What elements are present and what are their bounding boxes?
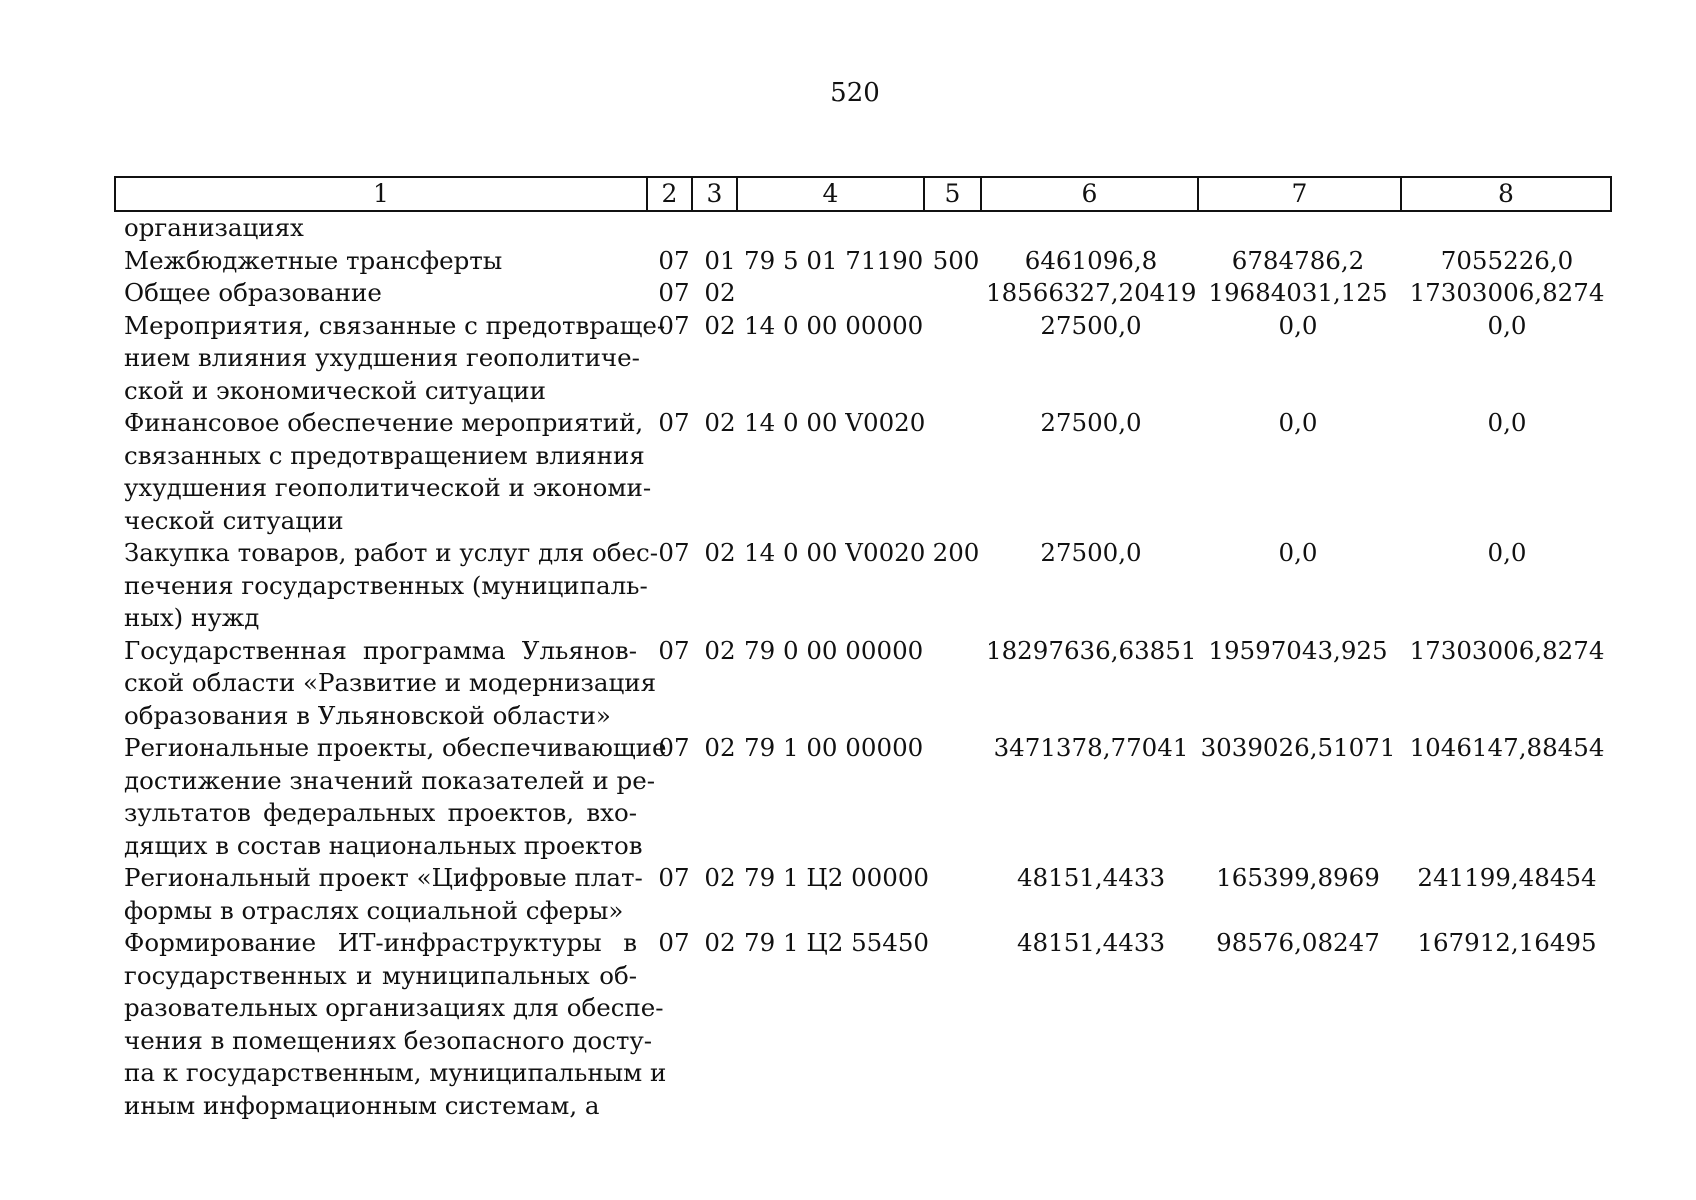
cell-target-article: 79 1 Ц2 55450	[744, 928, 930, 957]
cell-target-article: 79 5 01 71190	[744, 245, 924, 275]
cell-name	[124, 862, 643, 927]
name-line: связанных с предотвращением влияния	[124, 440, 645, 470]
cell-name	[124, 407, 652, 537]
name-line: Финансовое обеспечение мероприятий,	[124, 408, 644, 437]
header-col-3: 3	[692, 177, 737, 211]
header-col-4: 4	[737, 177, 924, 211]
cell-amount-col7: 0,0	[1278, 310, 1318, 340]
name-line: Государственная программа Ульянов-	[124, 635, 637, 665]
table-row	[0, 245, 1696, 278]
name-line: чения в помещениях безопасного досту-	[124, 1025, 653, 1055]
name-line: Региональные проекты, обеспечивающие	[124, 733, 667, 762]
cell-subsection: 02	[704, 310, 736, 340]
cell-amount-col7: 98576,08247	[1216, 928, 1380, 957]
name-line: ческой ситуации	[124, 505, 344, 535]
cell-section: 07	[658, 928, 690, 957]
cell-amount-col6: 18566327,20419	[986, 278, 1197, 307]
cell-amount-col8: 7055226,0	[1440, 245, 1574, 275]
cell-name	[124, 635, 657, 733]
cell-expense-type: 200	[932, 538, 980, 567]
cell-amount-col7: 3039026,51071	[1200, 733, 1396, 762]
table-row	[0, 212, 1696, 245]
name-line: разовательных организациях для обеспе-	[124, 993, 664, 1022]
name-line: дящих в состав национальных проектов	[124, 830, 643, 860]
cell-amount-col7: 19597043,925	[1208, 635, 1388, 665]
cell-target-article: 14 0 00 V0020	[744, 408, 926, 437]
cell-amount-col6: 48151,4433	[1016, 928, 1166, 957]
cell-amount-col8: 0,0	[1487, 310, 1527, 340]
cell-subsection: 02	[704, 278, 736, 307]
table-row	[0, 277, 1696, 310]
name-line: Региональный проект «Цифровые плат-	[124, 863, 643, 892]
name-line: ской и экономической ситуации	[124, 375, 546, 405]
cell-name	[124, 310, 666, 408]
name-line: формы в отраслях социальной сферы»	[124, 895, 624, 925]
cell-amount-col7: 6784786,2	[1231, 245, 1365, 275]
cell-subsection: 02	[704, 928, 736, 957]
cell-amount-col7: 0,0	[1278, 538, 1318, 567]
cell-section: 07	[658, 310, 690, 340]
table-row	[0, 635, 1696, 733]
name-line: образования в Ульяновской области»	[124, 700, 611, 730]
cell-section: 07	[658, 245, 690, 275]
name-line: зультатов федеральных проектов, вхо-	[124, 798, 637, 827]
cell-target-article: 14 0 00 00000	[744, 310, 924, 340]
cell-subsection: 02	[704, 863, 736, 892]
name-line: ухудшения геополитической и экономи-	[124, 473, 652, 502]
name-line: государственных и муниципальных об-	[124, 960, 637, 990]
cell-amount-col8: 17303006,8274	[1409, 635, 1605, 665]
cell-section: 07	[658, 733, 690, 762]
name-line: ных) нужд	[124, 603, 260, 632]
name-line: иным информационным системам, а	[124, 1090, 600, 1120]
cell-section: 07	[658, 863, 690, 892]
name-line: Общее образование	[124, 278, 382, 307]
table-row	[0, 732, 1696, 862]
cell-target-article: 79 0 00 00000	[744, 635, 924, 665]
cell-name	[124, 732, 667, 862]
cell-amount-col7: 165399,8969	[1216, 863, 1380, 892]
cell-name	[124, 927, 667, 1122]
header-col-8: 8	[1401, 177, 1611, 211]
table-row	[0, 927, 1696, 1122]
name-line: па к государственным, муниципальным и	[124, 1058, 667, 1087]
cell-subsection: 02	[704, 408, 736, 437]
cell-amount-col8: 167912,16495	[1417, 928, 1597, 957]
cell-amount-col7: 0,0	[1278, 408, 1318, 437]
header-col-7: 7	[1198, 177, 1401, 211]
cell-expense-type: 500	[932, 245, 980, 275]
cell-section: 07	[658, 635, 690, 665]
table-body	[0, 212, 1696, 1122]
header-col-6: 6	[981, 177, 1198, 211]
name-line: достижение значений показателей и ре-	[124, 765, 655, 795]
name-line: Формирование ИТ-инфраструктуры в	[124, 928, 637, 957]
name-line: печения государственных (муниципаль-	[124, 570, 648, 600]
cell-target-article: 79 1 Ц2 00000	[744, 863, 930, 892]
name-line: Межбюджетные трансферты	[124, 245, 503, 275]
cell-amount-col6: 48151,4433	[1016, 863, 1166, 892]
cell-subsection: 02	[704, 538, 736, 567]
cell-amount-col8: 0,0	[1487, 408, 1527, 437]
page-number: 520	[830, 78, 880, 108]
cell-name	[124, 212, 637, 245]
cell-name	[124, 245, 637, 278]
name-line: нием влияния ухудшения геополитиче-	[124, 343, 640, 372]
table-header	[114, 176, 1612, 212]
cell-amount-col8: 0,0	[1487, 538, 1527, 567]
name-line: Мероприятия, связанные с предотвраще-	[124, 310, 666, 340]
table-row	[0, 310, 1696, 408]
cell-subsection: 02	[704, 733, 736, 762]
name-line: Закупка товаров, работ и услуг для обес-	[124, 538, 659, 567]
cell-amount-col6: 27500,0	[1040, 310, 1142, 340]
cell-amount-col8: 1046147,88454	[1409, 733, 1605, 762]
cell-amount-col7: 19684031,125	[1208, 278, 1388, 307]
cell-target-article: 14 0 00 V0020	[744, 538, 926, 567]
name-line: организациях	[124, 213, 304, 242]
table-row	[0, 537, 1696, 635]
header-col-5: 5	[924, 177, 981, 211]
name-line: ской области «Развитие и модернизация	[124, 668, 657, 697]
cell-amount-col6: 27500,0	[1040, 408, 1142, 437]
cell-amount-col8: 17303006,8274	[1409, 278, 1605, 307]
table-row	[0, 407, 1696, 537]
cell-target-article: 79 1 00 00000	[744, 733, 924, 762]
cell-name	[124, 537, 659, 635]
cell-section: 07	[658, 538, 690, 567]
cell-section: 07	[658, 408, 690, 437]
cell-subsection: 02	[704, 635, 736, 665]
cell-amount-col6: 18297636,63851	[986, 635, 1197, 665]
cell-amount-col6: 6461096,8	[1024, 245, 1158, 275]
cell-amount-col8: 241199,48454	[1417, 863, 1597, 892]
cell-name	[124, 277, 637, 310]
cell-amount-col6: 3471378,77041	[993, 733, 1189, 762]
cell-subsection: 01	[704, 245, 736, 275]
header-col-2: 2	[647, 177, 692, 211]
cell-amount-col6: 27500,0	[1040, 538, 1142, 567]
table-row	[0, 862, 1696, 927]
header-col-1: 1	[115, 177, 647, 211]
cell-section: 07	[658, 278, 690, 307]
